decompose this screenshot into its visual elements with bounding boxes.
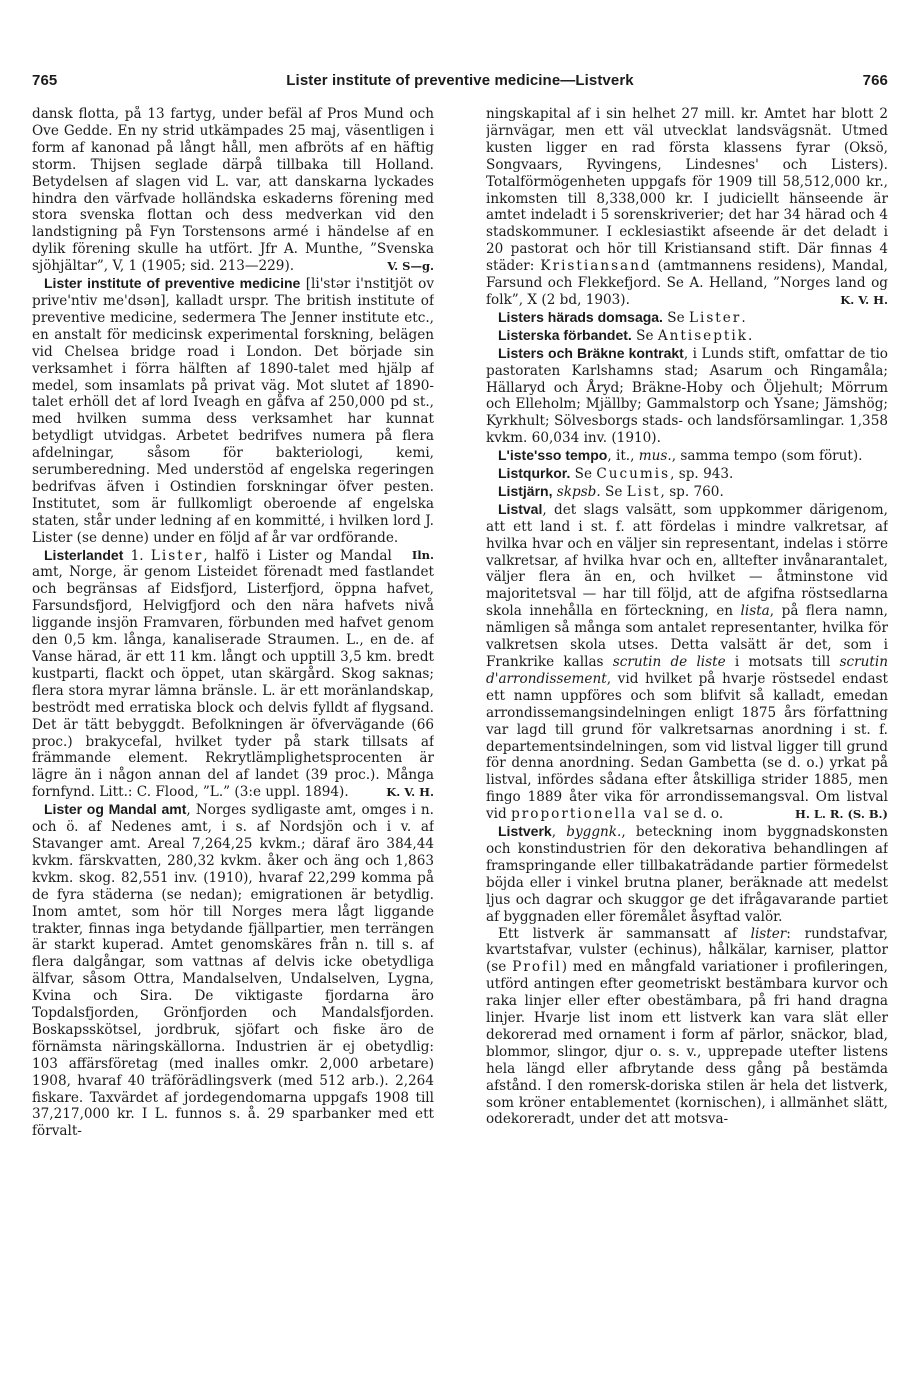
entry-listverk: Listverk, byggnk., beteckning inom byggnadskonsten och konstindustrien för den dekorativa behandlingen af framspringande eller tillbakaträdande partier förmedelst böjda eller i vinkel brutna planer, beräknade att medelst ljus och dagrar och skuggor ge det ifrågavarande partiet af byggnaden eller föremålet åsyftad valör. (486, 823, 888, 925)
entry-listval: Listval, det slags valsätt, som uppkommer därigenom, att ett land i st. f. att fördelas i mindre valkretsar, af hvilka hvar och en väljer sin representant, indelas i större valkretsar, af hvilka hvar och en, alltefter invånarantalet, väljer flera än en, och hvilket — åtminstone vid majoritetsval — har till följd, att de afgifna röstsedlarna skola innehålla en förteckning, en lista, på flera namn, nämligen så många som antalet representanter, hvilka för valkretsen skola utses. Detta valsätt är det, som i Frankrike kallas scrutin de liste i motsats till scrutin d'arrondissement, vid hvilket på hvarje röstsedel endast ett namn uppföres och som blifvit så kalladt, emedan arrondissemangsindelningen enligt 1875 års författning var lagd till grund för valkretsarnas anordning i st. f. departementsindelningen, som vid listval ligger till grund för denna anordning. Sedan Gambetta (se d. o.) yrkat på listval, infördes sådana efter åtskilliga strider 1885, men fingo 1889 åter vika för arrondissemangsval. Om listval vid proportionella val se d. o. H. L. R. (S. B.) (486, 500, 888, 823)
entry-listers-harads-domsaga: Listers härads domsaga. Se Lister. (498, 308, 746, 326)
running-title: Lister institute of preventive medicine—Listverk (286, 72, 634, 89)
entry-headword: Listerska förbandet. (498, 326, 632, 343)
entry-lister-og-mandal-amt: Lister og Mandal amt, Norges sydligaste amt, omges i n. och ö. af Nedenes amt, i s. af Nordsjön och i v. af Stavanger amt. Areal 7,264,25 kvkm.; däraf äro 384,44 kvkm. färskvatten, 280,32 kvkm. åker och äng och 1,863 kvkm. skog. 82,551 inv. (1910), hvaraf 22,299 komma på de fyra städerna (se nedan); emigrationen är betydlig. Inom amtet, som hör till Norges mera lågt liggande trakter, finnas inga betydande fjällpartier, men terrängen är starkt kuperad. Amtet genomskäres från n. till s. af flera dalgångar, som vattnas af delvis icke obetydliga älfvar, såsom Ottra, Mandalselven, Undalselven, Lygna, Kvina och Sira. De viktigaste fjordarna äro Topdalsfjorden, Grönfjorden och Mandalsfjorden. Boskapsskötsel, jordbruk, sjöfart och fiske äro de förnämsta näringskällorna. Industrien är ej obetydlig: 103 affärsföretag (med inalles omkr. 2,000 arbetare) 1908, hvaraf 40 träförädlingsverk (med 512 arb.). 2,264 fiskare. Taxvärdet af jordegendomarna uppgafs 1908 till 37,217,000 kr. I L. funnos s. å. 29 sparbanker med ett förvalt- (32, 801, 434, 1140)
entry-headword: Listjärn, (498, 482, 553, 499)
continued-paragraph: dansk flotta, på 13 fartyg, under befäl af Pros Mund och Ove Gedde. En ny strid utkämpades 25 maj, väsentligen i form af kanonad på långt håll, men afbröts af en häftig storm. Thijsen seglade därpå tillbaka till Holland. Betydelsen af slagen vid L. var, att danskarna lyckades hindra den värfvade holländska eskaderns förening med stora svenska flottan och dess medverkan vid den landstigning på Fyn Torstensons armé i händelse af en dylik förening skulle ha utfört. Jfr A. Munthe, ”Svenska sjöhjältar”, V, 1 (1905; sid. 213—229). V. S—g. (32, 106, 434, 275)
author-signature: K. V. H. (840, 292, 888, 307)
entry-headword: Listers härads domsaga. (498, 308, 663, 325)
entry-headword: Lister og Mandal amt (44, 801, 187, 818)
cross-reference: Lister (688, 309, 742, 326)
entry-headword: Listval (498, 500, 543, 517)
cross-reference: Lister (150, 547, 204, 564)
continued-paragraph: ningskapital af i sin helhet 27 mill. kr. Amtet har blott 2 järnvägar, men ett väl utvecklat landsvägsnät. Utmed kusten ligger en rad första klassens fyrar (Oksö, Songvaars, Ryvingens, Lindesnes' och Listers). Totalförmögenheten uppgafs för 1909 till 58,512,000 kr., inkomsten till 8,338,000 kr. I judiciellt hänseende är amtet indeladt i 5 sorenskriverier; det har 34 härad och 4 stadskommuner. I ecklesiastikt afseende är det deladt i 20 pastorat och hör till Kristiansand stift. Där finnas 4 städer: Kristiansand (amtmannens residens), Mandal, Farsund och Flekkefjord. Se A. Helland, ”Norges land og folk”, X (2 bd, 1903). K. V. H. (486, 106, 888, 308)
entry-listers-och-brakne-kontrakt: Listers och Bräkne kontrakt, i Lunds stift, omfattar de tio pastoraten Karlshamns stad; Asarum och Ringamåla; Hällaryd och Åryd; Bräkne-Hoby och Öljehult; Mörrum och Elleholm; Mjällby; Gammalstorp och Ysane; Jämshög; Kyrkhult; Sölvesborgs stads- och landsförsamlingar. 1,358 kvkm. 60,034 inv. (1910). (486, 344, 888, 447)
cross-reference: Profil (512, 959, 562, 976)
listverk-paragraph: Ett listverk är sammansatt af lister: rundstafvar, kvartstafvar, vulster (echinus), hålkälar, karniser, plattor (se Profil) med en mångfald variationer i profileringen, utförd antingen efter geometriskt bestämbara kurvor och raka linjer eller efter obestämbara, på fri hand dragna linjer. Hvarje list inom ett listverk kan vara slät eller dekorerad med ornament i form af pärlor, snäckor, blad, blommor, slingor, djur o. s. v., upprepade utefter listens hela längd eller afbrytande dess gång på bestämda afstånd. I den romersk-doriska stilen är hela det listverk, som kröner entablementet (kornischen), i allmänhet slätt, odekoreradt, under det att motsva- (486, 925, 888, 1128)
cross-reference: List (626, 483, 661, 500)
cross-reference: proportionella val (511, 806, 670, 823)
entry-headword: Listqurkor. (498, 465, 571, 482)
entry-listerlandet: Listerlandet 1. Lister, halfö i Lister og Mandal amt, Norge, är genom Listeidet förenadt med fastlandet och begränsas af Eidsfjord, Listerfjord, öppna hafvet, Farsundsfjord, Helvigfjord och den nära hafvets nivå liggande insjön Framvaren, förbunden med hafvet genom den 0,5 km. långa, kanaliserade Straumen. L., en de. af Vanse härad, är ett 11 km. långt och upptill 3,5 km. bredt kustparti, flackt och öppet, utan skärgård. Skog saknas; flera stora myrar lämna bränsle. L. är ett moränlandskap, beströdt med erratiska block och delvis fylldt af flygsand. Det är tätt bebyggdt. Befolkningen är öfvervägande (66 proc.) brakycefal, hvilket tyder på stark tillsats af främmande element. Rekrytlämplighetsprocenten är lägre än i någon annan del af landet (39 proc.). Många fornfynd. Litt.: C. Flood, ”L.” (3:e uppl. 1894). K. V. H. (32, 546, 434, 801)
author-signature: Iln. (411, 547, 434, 562)
right-column (486, 106, 888, 1376)
entry-headword: Listerlandet (44, 546, 124, 563)
cross-reference: Kristiansand (540, 258, 652, 275)
author-signature: H. L. R. (S. B.) (794, 807, 888, 822)
cross-reference: Antiseptik (657, 327, 748, 344)
entry-headword: Listverk (498, 823, 552, 840)
author-signature: V. S—g. (387, 259, 434, 274)
entry-listjarn: Listjärn, skpsb. Se List, sp. 760. (498, 482, 724, 500)
page-header (32, 72, 888, 94)
page-number-left: 765 (32, 72, 58, 89)
entry-headword: Listers och Bräkne kontrakt (498, 344, 684, 361)
page-number-right: 766 (862, 72, 888, 89)
entry-listgurkor: Listqurkor. Se Cucumis, sp. 943. (498, 465, 734, 483)
entry-lister-institute: Lister institute of preventive medicine [li'stər i'nstitjöt ov prive'ntiv me'dsən], kalladt urspr. The british institute of preventive medicine, sedermera The Jenner institute etc., en anstalt för medicinsk experimental forskning, belägen vid Chelsea bridge road i London. Det började sin verksamhet i förra hälften af 1890-talet med hjälp af medel, som insamlats på privat väg. Mot slutet af 1890-talet erhöll det af lord Iveagh en gåfva af 250,000 pd st., med hvilken summa dess verksamhet har kunnat betydligt utvidgas. Arbetet bedrifves numera på flera afdelningar, såsom för bakteriologi, kemi, serumberedning. Med understöd af engelska regeringen bedrifvas äfven i Ostindien forskningar öfver pesten. Institutet, som är fullkomligt oberoende af engelska staten, står under ledning af en kommitté, i hvilken lord J. Lister (se denne) under en följd af år var ordförande. Iln. (32, 275, 434, 562)
left-column (32, 106, 434, 1376)
cross-reference: Cucumis (596, 466, 671, 483)
entry-listerska-forbandet: Listerska förbandet. Se Antiseptik. (498, 326, 753, 344)
author-signature: K. V. H. (386, 785, 434, 800)
entry-headword: Lister institute of preventive medicine (44, 275, 301, 292)
entry-listesso-tempo: L'iste'sso tempo, it., mus., samma tempo (som förut). (498, 447, 863, 465)
entry-headword: L'iste'sso tempo (498, 447, 608, 464)
